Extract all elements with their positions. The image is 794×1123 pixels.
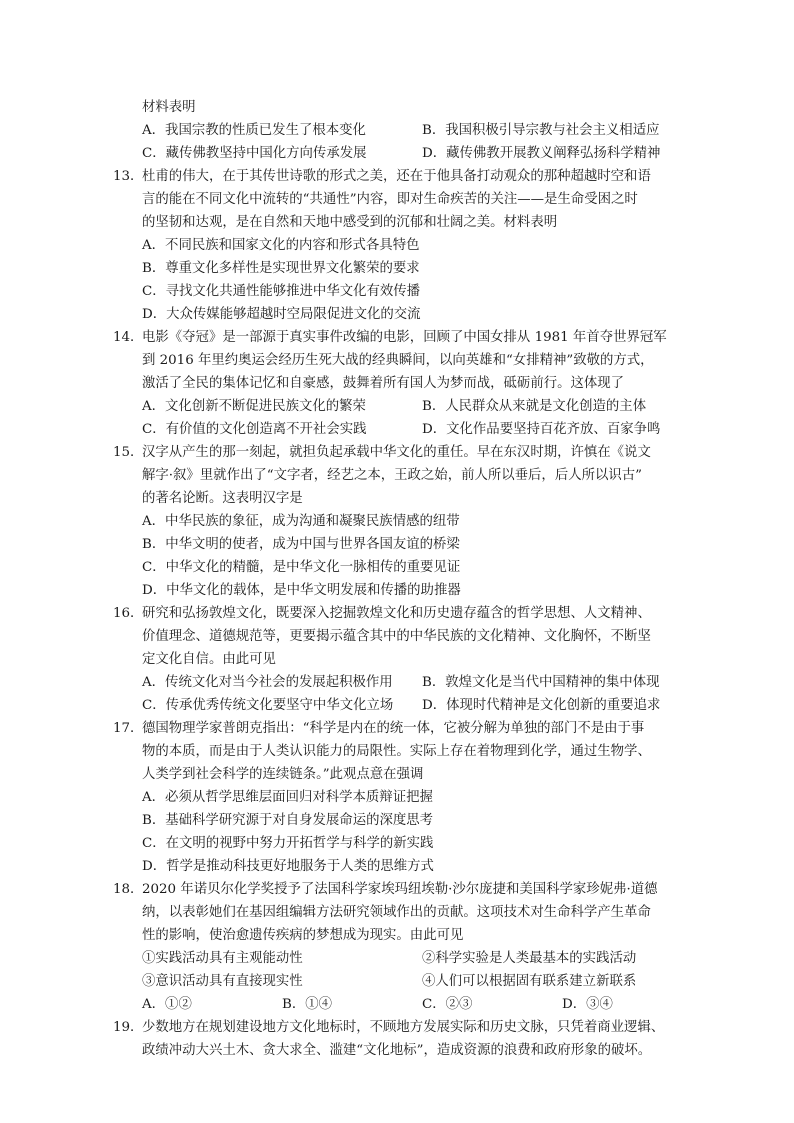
q18-option-b: B．①④ <box>282 997 333 1012</box>
q17-option-d: D．哲学是推动科技更好地服务于人类的思维方式 <box>142 859 434 874</box>
q16-number: 16． <box>113 606 144 621</box>
q14-stem-line: 激活了全民的集体记忆和自豪感，鼓舞着所有国人为梦而战，砥砺前行。这体现了 <box>142 376 625 391</box>
q18-statement-2: ②科学实验是人类最基本的实践活动 <box>422 951 637 966</box>
q16-option-b: B．敦煌文化是当代中国精神的集中体现 <box>422 675 660 690</box>
q15-option-a: A．中华民族的象征，成为沟通和凝聚民族情感的纽带 <box>142 514 460 529</box>
q13-option-c: C．寻找文化共通性能够推进中华文化有效传播 <box>142 284 421 299</box>
q18-option-d: D．③④ <box>562 997 613 1012</box>
q14-option-d: D．文化作品要坚持百花齐放、百家争鸣 <box>422 422 661 437</box>
q18-option-a: A．①② <box>142 997 192 1012</box>
q13-option-a: A．不同民族和国家文化的内容和形式各具特色 <box>142 238 420 253</box>
q14-number: 14． <box>113 330 144 345</box>
q14-stem-line: 到 2016 年里约奥运会经历生死大战的经典瞬间，以向英雄和“女排精神”致敬的方式， <box>142 353 654 368</box>
q17-number: 17． <box>113 721 144 736</box>
q13-stem-line: 杜甫的伟大，在于其传世诗歌的形式之美，还在于他具备打动观众的那种超越时空和语 <box>142 169 651 184</box>
q14-option-b: B．人民群众从来就是文化创造的主体 <box>422 399 647 414</box>
q12-option-d: D．藏传佛教开展教义阐释弘扬科学精神 <box>422 146 661 161</box>
q18-stem-line: 2020 年诺贝尔化学奖授予了法国科学家埃玛纽埃勒·沙尔庞捷和美国科学家珍妮弗·道德 <box>142 882 658 897</box>
q19-stem-line: 少数地方在规划建设地方文化地标时，不顾地方发展实际和历史文脉，只凭着商业逻辑、 <box>142 1020 665 1035</box>
q18-stem-line: 性的影响，使治愈遗传疾病的梦想成为现实。由此可见 <box>142 928 464 943</box>
q16-option-a: A．传统文化对当今社会的发展起积极作用 <box>142 675 393 690</box>
q18-number: 18． <box>113 882 144 897</box>
q18-statement-4: ④人们可以根据固有联系建立新联系 <box>422 974 637 989</box>
q16-stem-line: 定文化自信。由此可见 <box>142 652 276 667</box>
q13-option-b: B．尊重文化多样性是实现世界文化繁荣的要求 <box>142 261 420 276</box>
q12-option-a: A．我国宗教的性质已发生了根本变化 <box>142 123 366 138</box>
q12-stem-end: 材料表明 <box>142 100 196 115</box>
q18-statement-1: ①实践活动具有主观能动性 <box>142 951 303 966</box>
q16-stem-line: 研究和弘扬敦煌文化，既要深入挖掘敦煌文化和历史遗存蕴含的哲学思想、人文精神、 <box>142 606 651 621</box>
q14-stem-line: 电影《夺冠》是一部源于真实事件改编的电影，回顾了中国女排从 1981 年首夺世界冠军 <box>142 330 667 345</box>
q19-stem-line: 政绩冲动大兴土木、贪大求全、滥建“文化地标”，造成资源的浪费和政府形象的破坏。 <box>142 1043 652 1058</box>
q17-option-a: A．必须从哲学思维层面回归对科学本质辩证把握 <box>142 790 433 805</box>
q17-stem-line: 德国物理学家普朗克指出：“科学是内在的统一体，它被分解为单独的部门不是由于事 <box>142 721 645 736</box>
q14-option-c: C．有价值的文化创造离不开社会实践 <box>142 422 367 437</box>
q19-number: 19． <box>113 1020 144 1035</box>
q18-option-c: C．②③ <box>422 997 473 1012</box>
q16-option-d: D．体现时代精神是文化创新的重要追求 <box>422 698 661 713</box>
q17-stem-line: 人类学到社会科学的连续链条。”此观点意在强调 <box>142 767 424 782</box>
q12-option-b: B．我国积极引导宗教与社会主义相适应 <box>422 123 660 138</box>
q15-option-b: B．中华文明的使者，成为中国与世界各国友谊的桥梁 <box>142 537 460 552</box>
q15-stem-line: 解字·叙》里就作出了“文字者，经艺之本，王政之始，前人所以垂后，后人所以识古” <box>142 468 643 483</box>
q17-option-b: B．基础科学研究源于对自身发展命运的深度思考 <box>142 813 434 828</box>
q18-stem-line: 纳，以表彰她们在基因组编辑方法研究领域作出的贡献。这项技术对生命科学产生革命 <box>142 905 651 920</box>
q16-stem-line: 价值理念、道德规范等，更要揭示蕴含其中的中华民族的文化精神、文化胸怀，不断坚 <box>142 629 651 644</box>
q15-number: 15． <box>113 445 144 460</box>
q13-stem-line: 言的能在不同文化中流转的“共通性”内容，即对生命疾苦的关注——是生命受困之时 <box>142 192 638 207</box>
q16-option-c: C．传承优秀传统文化要坚守中华文化立场 <box>142 698 394 713</box>
q14-option-a: A．文化创新不断促进民族文化的繁荣 <box>142 399 366 414</box>
q15-stem-line: 汉字从产生的那一刻起，就担负起承载中华文化的重任。早在东汉时期，许慎在《说文 <box>142 445 651 460</box>
q15-stem-line: 的著名论断。这表明汉字是 <box>142 491 303 506</box>
q12-option-c: C．藏传佛教坚持中国化方向传承发展 <box>142 146 367 161</box>
q17-option-c: C．在文明的视野中努力开拓哲学与科学的新实践 <box>142 836 434 851</box>
q13-stem-line: 的坚韧和达观，是在自然和天地中感受到的沉郁和壮阔之美。材料表明 <box>142 215 558 230</box>
q18-statement-3: ③意识活动具有直接现实性 <box>142 974 303 989</box>
q13-number: 13． <box>113 169 144 184</box>
q15-option-d: D．中华文化的载体，是中华文明发展和传播的助推器 <box>142 583 461 598</box>
q13-option-d: D．大众传媒能够超越时空局限促进文化的交流 <box>142 307 421 322</box>
q17-stem-line: 物的本质，而是由于人类认识能力的局限性。实际上存在着物理到化学，通过生物学、 <box>142 744 651 759</box>
q15-option-c: C．中华文化的精髓，是中华文化一脉相传的重要见证 <box>142 560 461 575</box>
